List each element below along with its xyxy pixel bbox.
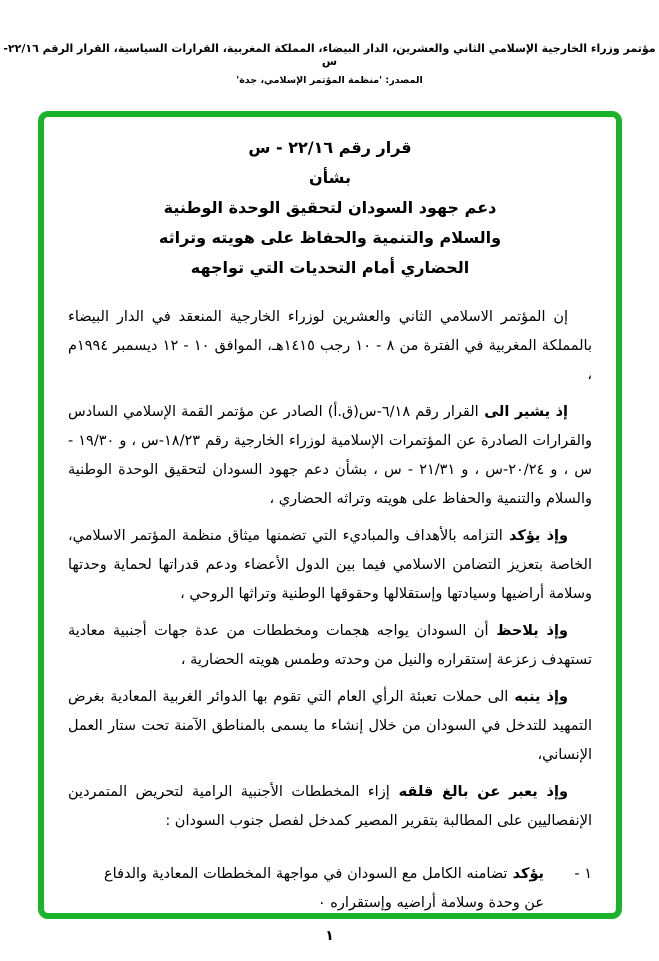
title-line: دعم جهود السودان لتحقيق الوحدة الوطنية (163, 198, 497, 217)
page-header (0, 42, 659, 86)
paragraph (68, 303, 592, 390)
paragraph-lead: وإذ يلاحظ (496, 623, 568, 639)
title-line: الحضاري أمام التحديات التي تواجهه (190, 258, 470, 277)
paragraph-lead: وإذ يؤكد (509, 528, 568, 544)
paragraph-text: أن السودان يواجه هجمات ومخططات من عدة جهات أجنبية معادية تستهدف زعزعة إستقراره والنيل من وحدته وطمس هويته الحضارية ، (68, 623, 592, 668)
resolution-items (68, 860, 592, 918)
item-number: ١ - (574, 866, 592, 882)
item-lead: يؤكد (512, 866, 544, 882)
paragraph-lead: وإذ ينبه (514, 689, 568, 705)
item-text: تضامنه الكامل مع السودان في مواجهة المخططات المعادية والدفاع عن وحدة وسلامة أراضيه وإستقراره ٠ (104, 866, 544, 911)
resolution-item (68, 860, 592, 918)
paragraph (68, 398, 592, 514)
paragraph-text: إن المؤتمر الاسلامي الثاني والعشرين لوزراء الخارجية المنعقد في الدار البيضاء بالمملكة المغربية في الفترة من ٨ - ١٠ رجب ١٤١٥هـ، الموافق ١٠ - ١٢ ديسمبر ١٩٩٤م ، (68, 309, 593, 383)
paragraph (68, 522, 592, 609)
title-line: والسلام والتنمية والحفاظ على هويته وتراثه (158, 228, 502, 247)
header-citation: مؤتمر وزراء الخارجية الإسلامي الثاني والعشرين، الدار البيضاء، المملكة المغربية، القرارات السياسية، القرار الرقم ٢٢/١٦-س (3, 42, 656, 68)
resolution-title (68, 133, 592, 283)
document-frame (38, 111, 622, 919)
paragraph-text: الى حملات تعبئة الرأي العام التي تقوم بها الدوائر الغربية المعادية بغرض التمهيد للتدخل في السودان من خلال إنشاء ما يسمى بالمناطق الآمنة تحت ستار العمل الإنساني، (68, 689, 592, 763)
item-text-block (68, 860, 544, 918)
paragraph-lead: وإذ يعبر عن بالغ قلقه (398, 784, 568, 800)
paragraph (68, 683, 592, 770)
page-number: ١ (325, 928, 334, 944)
title-line: قرار رقم ٢٢/١٦ - س (248, 138, 412, 157)
header-source: المصدر: 'منظمة المؤتمر الإسلامي، جدة' (236, 75, 423, 86)
title-line: بشأن (309, 168, 351, 187)
paragraph (68, 778, 592, 836)
paragraph (68, 617, 592, 675)
paragraph-text: إزاء المخططات الأجنبية الرامية لتحريض المتمردين الإنفصاليين على المطالبة بتقرير المصير كمدخل لفصل جنوب السودان : (68, 784, 592, 829)
paragraph-text: التزامه بالأهداف والمباديء التي تضمنها ميثاق منظمة المؤتمر الاسلامي، الخاصة بتعزيز التضامن الاسلامي فيما بين الدول الأعضاء ودعم قدراتها لحماية وحدتها وسلامة أراضيها وسيادتها وإستقلالها وحقوقها الوطنية وتراثها الروحي ، (68, 528, 592, 602)
paragraph-lead: إذ يشير الى (484, 404, 568, 420)
paragraph-text: القرار رقم ٦/١٨-س(ق.أ) الصادر عن مؤتمر القمة الإسلامي السادس والقرارات الصادرة عن المؤتمرات الإسلامية لوزراء الخارجية رقم ١٨/٢٣-س ، و ١٩/٣٠ - س ، و ٢٠/٢٤-س ، و ٢١/٣١ - س ، بشأن دعم جهود السودان لتحقيق الوحدة الوطنية والسلام والتنمية والحفاظ على هويته وتراثه الحضاري ، (68, 404, 593, 507)
